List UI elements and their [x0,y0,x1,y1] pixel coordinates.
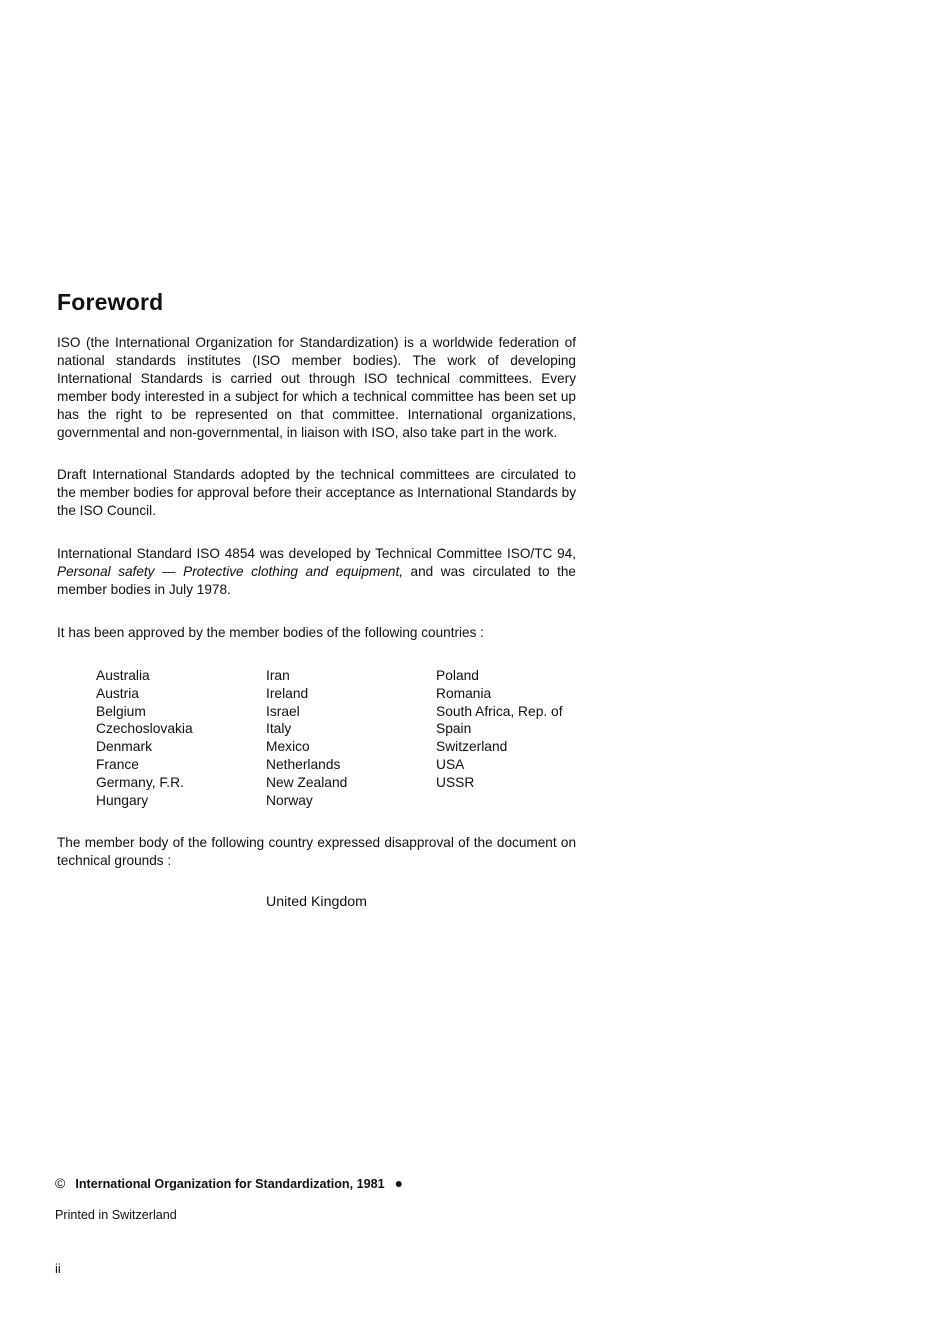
country-item: Israel [266,703,300,719]
country-item: USA [436,756,465,772]
page-number: ii [55,1261,61,1276]
country-item: Spain [436,721,472,737]
country-item: Ireland [266,685,309,701]
page-title: Foreword [57,289,164,315]
country-item: Hungary [96,792,149,808]
country-item: Belgium [96,703,146,719]
country-item: Switzerland [436,739,508,755]
country-item: Denmark [96,739,152,755]
country-item: Austria [96,685,139,701]
country-item: Mexico [266,739,310,755]
country-item: Italy [266,721,292,737]
foreword-paragraph-5: The member body of the following country expressed disapproval of the document on technical grounds : [57,835,576,868]
printed-in-line: Printed in Switzerland [55,1208,177,1222]
foreword-paragraph-2: Draft International Standards adopted by the technical committees are circulated to the member bodies for approval before their acceptance as International Standards by the ISO Council. [57,467,576,518]
foreword-paragraph-1: ISO (the International Organization for Standardization) is a worldwide federation of national standards institutes (ISO member bodies). The work of developing International Standards is carried out through ISO technical committees. Every member body interested in a subject for which a technical committee has been set up has the right to be represented on that committee. International organizations, governmental and non-governmental, in liaison with ISO, also take part in the work. [57,335,576,440]
copyright-line [55,1175,403,1191]
copyright-text: International Organization for Standardization, 1981 [75,1177,385,1191]
country-item: Norway [266,792,313,808]
country-item: Romania [436,685,492,701]
paragraph-3-tail: and was circulated to the member bodies in July 1978. [57,564,576,597]
country-item: Germany, F.R. [96,774,184,790]
country-item: New Zealand [266,774,348,790]
disapproving-country: United Kingdom [266,894,367,910]
committee-title: Personal safety — Protective clothing and equipment, [57,564,404,579]
paragraph-3-lead: International Standard ISO 4854 was developed by Technical Committee ISO/TC 94, [57,546,576,561]
country-item: Czechoslovakia [96,721,193,737]
country-item: USSR [436,774,475,790]
country-item: South Africa, Rep. of [436,703,563,719]
copyright-icon: © [55,1175,66,1191]
countries-column-2 [266,667,347,809]
country-item: Netherlands [266,756,341,772]
country-item: France [96,756,139,772]
foreword-paragraph-4: It has been approved by the member bodies of the following countries : [57,625,484,640]
country-item: Australia [96,668,150,683]
country-item: Iran [266,668,290,683]
country-item: Poland [436,668,479,683]
bullet-icon: ● [394,1175,404,1191]
countries-column-1 [96,667,193,809]
countries-column-3 [436,667,563,792]
foreword-paragraph-3 [57,545,576,599]
